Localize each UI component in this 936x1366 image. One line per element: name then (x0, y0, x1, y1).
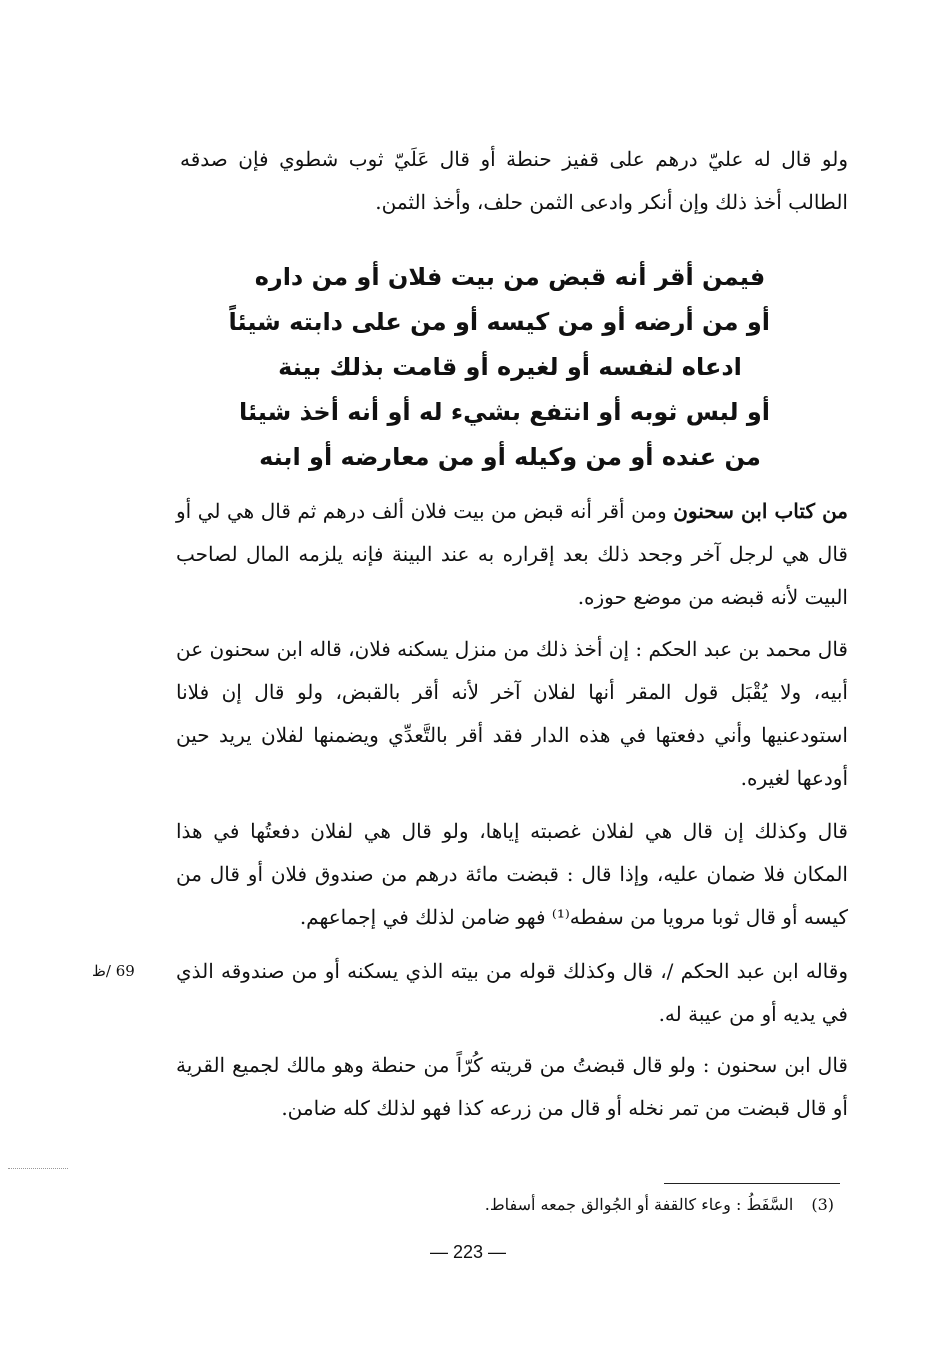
marginal-folio-note: 69 /ظ (92, 962, 135, 980)
paragraph-3: قال محمد بن عبد الحكم : إن أخذ ذلك من منزل يسكنه فلان، قاله ابن سحنون عن أبيه، ولا يُقْبَل قول المقر أنها لفلان آخر لأنه أقر بالقبض، ولو قال إن فلانا استودعنيها وأني دفعتها في هذه الدار فقد أقر بالتَّعدِّي ويضمنها لفلان يريد حين أودعها لغيره. (176, 637, 848, 790)
footnote-divider (664, 1183, 840, 1184)
source-title: من كتاب ابن سحنون (673, 499, 849, 523)
scan-mark (8, 1168, 68, 1169)
verse-line-5: من عنده أو من وكيله أو من معارضه أو ابنه (259, 443, 761, 471)
paragraph-4: قال وكذلك إن قال هي لفلان غصبته إياها، ولو قال هي لفلان دفعتُها في هذا المكان فلا ضمان عليه، وإذا قال : قبضت مائة درهم من صندوق فلان أو قال من كيسه أو قال ثوبا مرويا من سفطه⁽¹⁾ فهو ضامن لذلك في إجماعهم. (176, 819, 848, 929)
paragraph-5: وقاله ابن عبد الحكم /، قال وكذلك قوله من بيته الذي يسكنه أو من صندوقه الذي في يديه أو من عيبة له. (176, 959, 848, 1026)
paragraph-6: قال ابن سحنون : ولو قال قبضتُ من قريته كُرّاً من حنطة وهو مالك لجميع القرية أو قال قبضت من تمر نخله أو قال من زرعه كذا فهو لذلك كله ضامن. (176, 1053, 848, 1120)
verse-line-3: ادعاه لنفسه أو لغيره أو قامت بذلك بينة (278, 353, 742, 381)
footnote (485, 1195, 834, 1214)
page-number: — 223 — (429, 1242, 507, 1262)
verse-line-4: أو لبس ثوبه أو انتفع بشيء له أو أنه أخذ شيئا (239, 398, 770, 426)
paragraph-2 (176, 490, 848, 619)
verse-line-2: أو من أرضه أو من كيسه أو من على دابته شيئاً (228, 308, 770, 336)
section-heading-verse (228, 255, 770, 480)
verse-line-1: فيمن أقر أنه قبض من بيت فلان أو من داره (254, 263, 766, 291)
paragraph-1: ولو قال له عليّ درهم على قفيز حنطة أو قال عَلَيّ ثوب شطوي فإن صدقه الطالب أخذ ذلك وإن أنكر وادعى الثمن حلف، وأخذ الثمن. (180, 147, 848, 214)
footnote-text: السَّفَطُ : وعاء كالقفة أو الجُوالق جمعه أسفاط. (484, 1195, 794, 1214)
paragraph-2-text: ومن أقر أنه قبض من بيت فلان ألف درهم ثم قال هي لي أو قال هي لرجل آخر وجحد ذلك بعد إقراره به عند البينة فإنه يلزمه المال لصاحب البيت لأنه قبضه من موضع حوزه. (176, 499, 848, 609)
footnote-number: (3) (811, 1195, 834, 1214)
